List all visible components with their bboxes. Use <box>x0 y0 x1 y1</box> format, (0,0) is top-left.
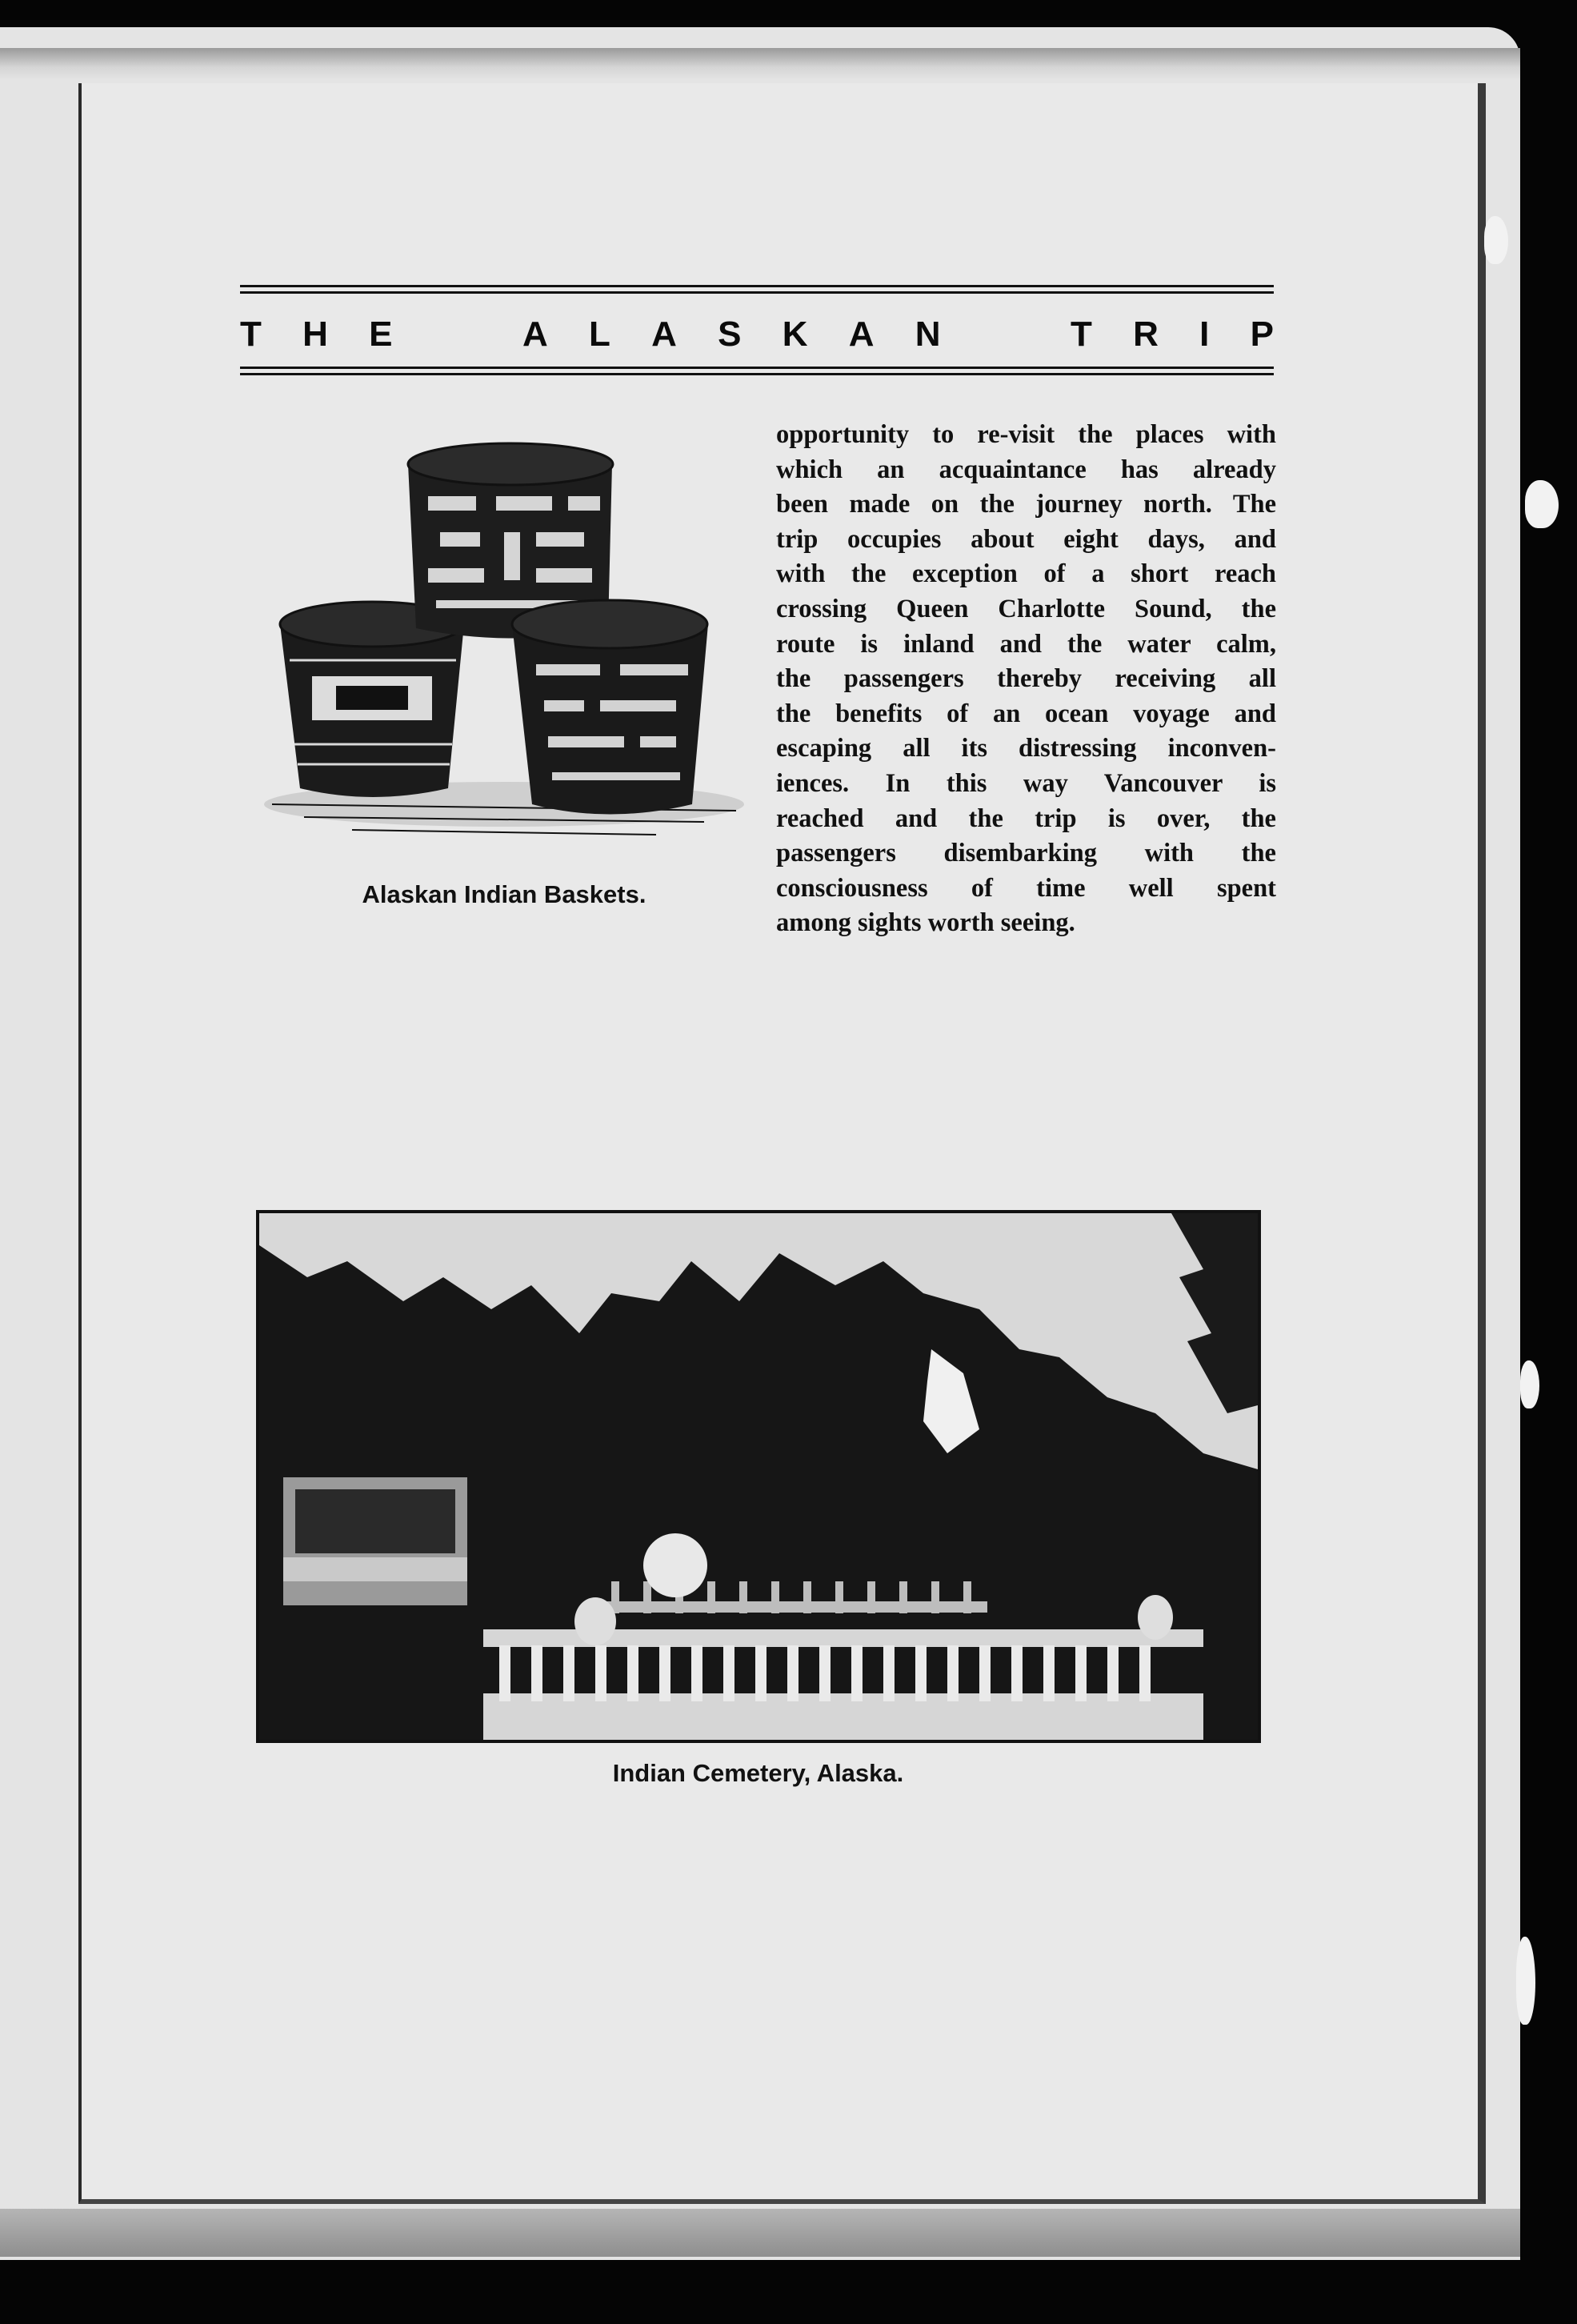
scan-speck <box>1484 216 1508 264</box>
text-line: iences. In this way Vancouver is <box>776 768 1276 798</box>
title-letter: N <box>915 315 941 354</box>
scan-speck <box>1525 480 1559 528</box>
text-line: route is inland and the water calm, <box>776 629 1276 659</box>
title-letter: A <box>522 315 548 354</box>
title-letter: L <box>588 315 610 354</box>
basket-right <box>512 600 708 815</box>
title-letter: K <box>782 315 808 354</box>
photo-caption: Indian Cemetery, Alaska. <box>612 1759 904 1787</box>
text-line: with the exception of a short reach <box>776 559 1276 589</box>
title-letter: H <box>302 315 328 354</box>
title-letter: I <box>1199 315 1210 354</box>
text-line: trip occupies about eight days, and <box>776 524 1276 554</box>
text-line: consciousness of time well spent <box>776 873 1276 903</box>
title-letter: R <box>1133 315 1159 354</box>
book-page <box>78 83 1486 2204</box>
text-line: the benefits of an ocean voyage and <box>776 699 1276 728</box>
running-title <box>240 311 1274 359</box>
text-line: crossing Queen Charlotte Sound, the <box>776 594 1276 623</box>
text-line: reached and the trip is over, the <box>776 803 1276 833</box>
text-line: the passengers thereby receiving all <box>776 664 1276 694</box>
title-letter: A <box>848 315 875 354</box>
title-letter: S <box>718 315 742 354</box>
scan-speck <box>1520 1360 1539 1408</box>
title-letter: T <box>240 315 262 354</box>
text-line: been made on the journey north. The <box>776 490 1276 519</box>
page-top-edge <box>0 48 1520 80</box>
page-bottom-edge <box>0 2209 1520 2257</box>
title-letter: T <box>1071 315 1092 354</box>
cemetery-photo-image <box>259 1213 1258 1740</box>
title-bottom-rule <box>240 367 1274 379</box>
text-line: escaping all its distressing inconven- <box>776 734 1276 763</box>
baskets-illustration <box>256 428 752 876</box>
scan-speck <box>1516 1937 1535 2025</box>
title-letter: P <box>1250 315 1274 354</box>
text-line: which an acquaintance has already <box>776 455 1276 484</box>
text-line: passengers disembarking with the <box>776 839 1276 868</box>
title-letter: E <box>369 315 393 354</box>
text-line: opportunity to re-visit the places with <box>776 420 1276 449</box>
body-paragraph <box>776 418 1276 941</box>
basket-caption: Alaskan Indian Baskets. <box>362 880 646 908</box>
title-letter: A <box>651 315 677 354</box>
text-line: among sights worth seeing. <box>776 908 1075 938</box>
cemetery-photo <box>256 1210 1261 1743</box>
title-top-rule <box>240 285 1274 298</box>
